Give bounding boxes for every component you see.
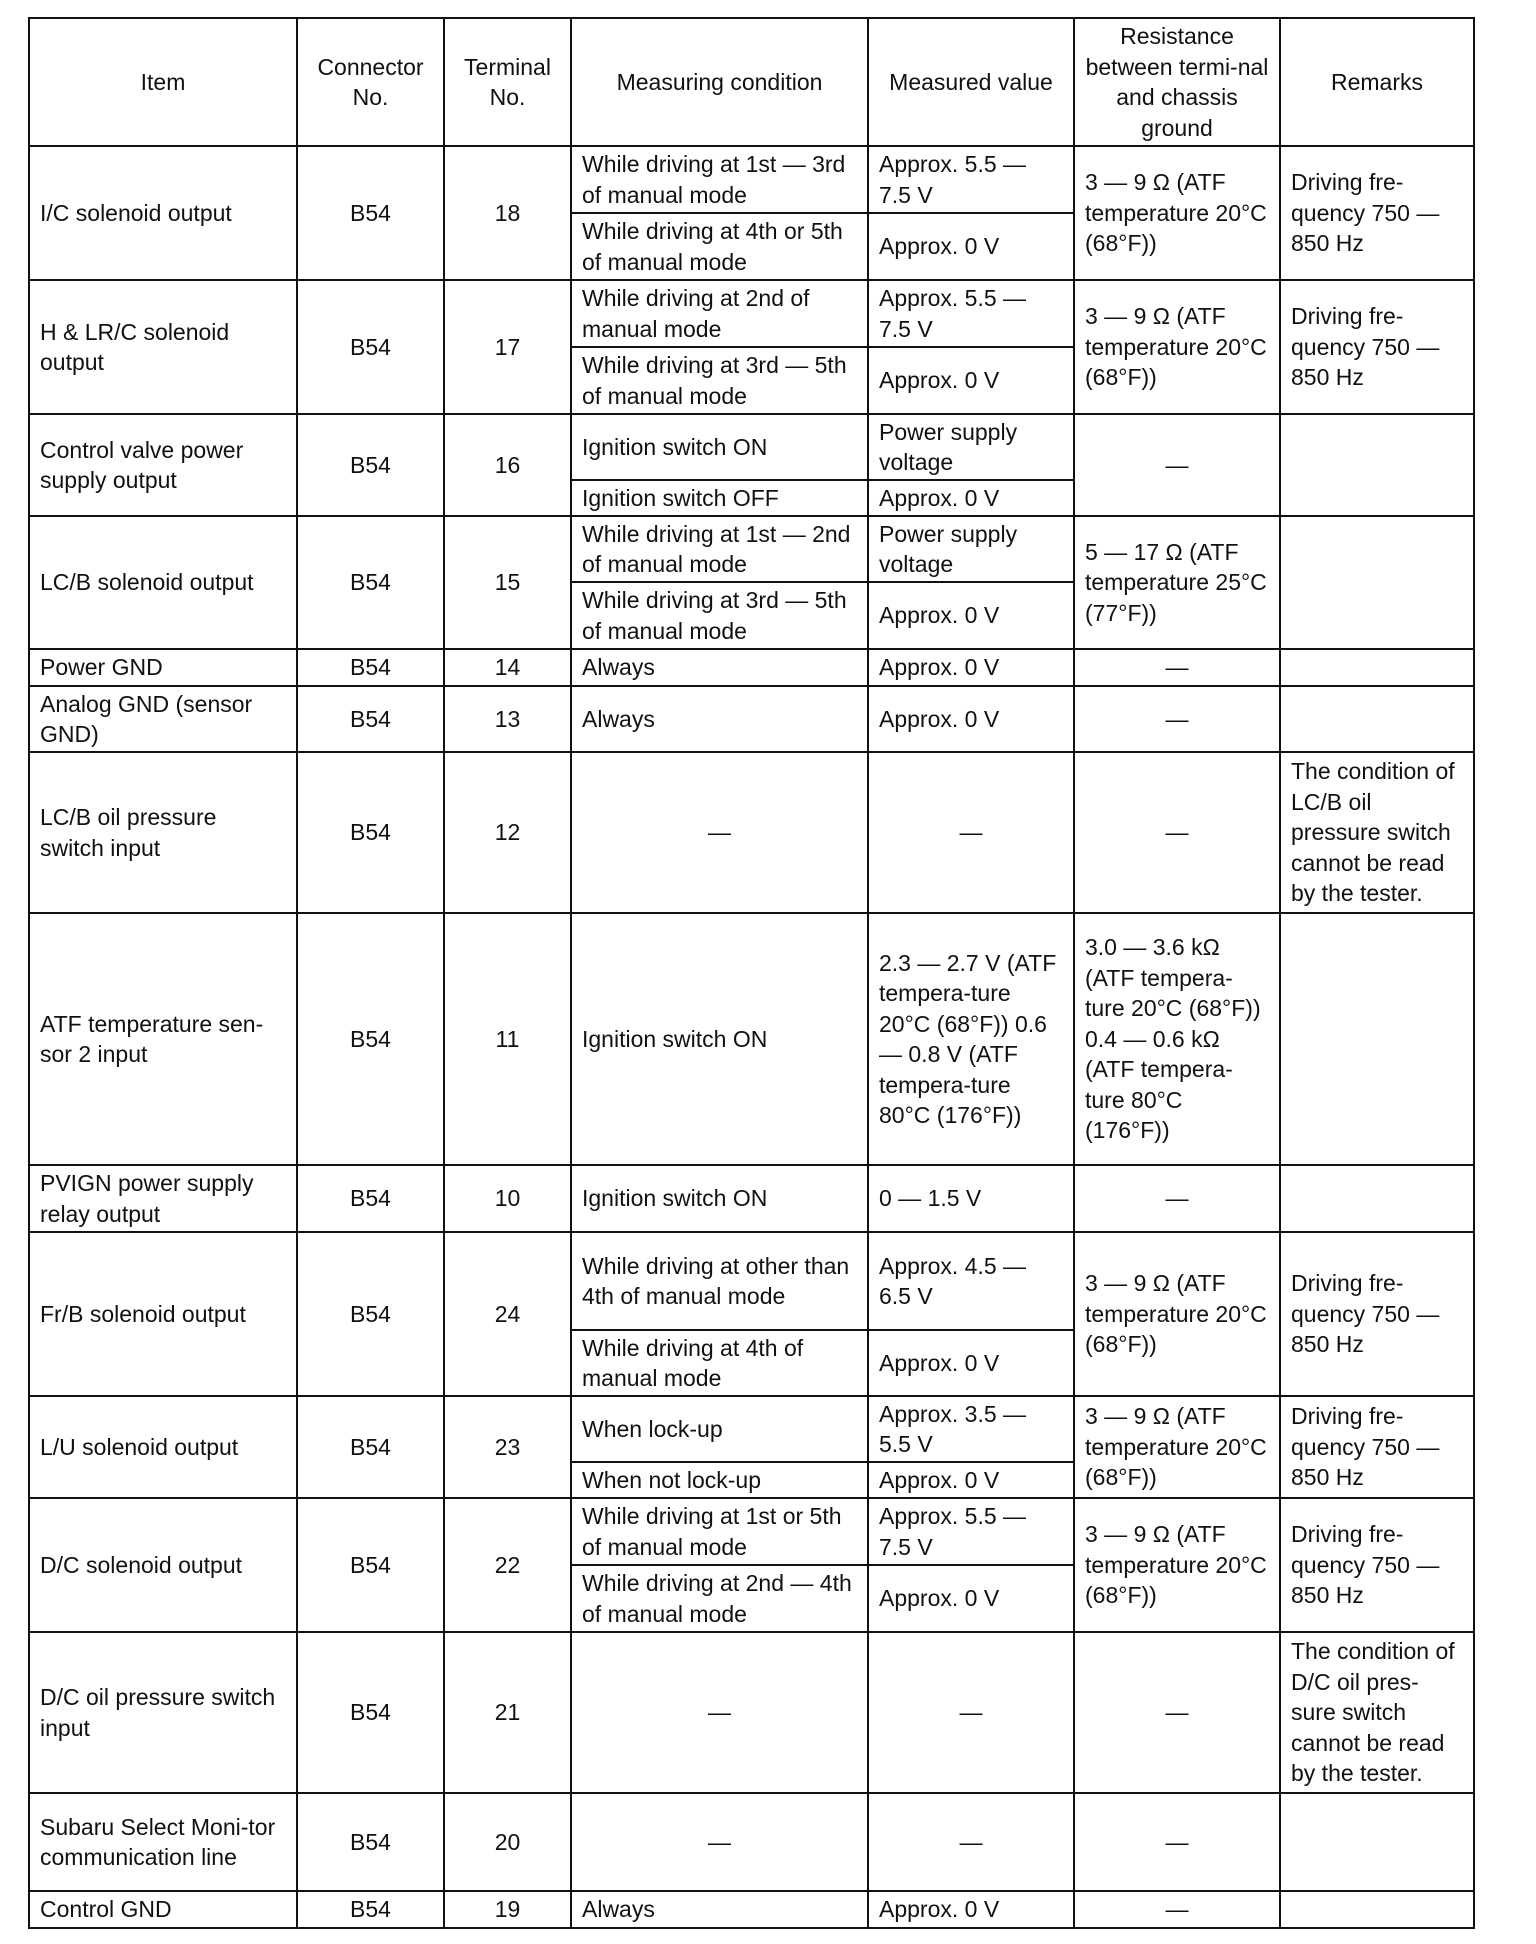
- value-cell: Approx. 0 V: [868, 1891, 1074, 1928]
- table-row: [29, 686, 1474, 752]
- remarks-cell: [1280, 913, 1474, 1165]
- remarks-cell: [1280, 1891, 1474, 1928]
- resistance-cell: —: [1074, 1793, 1280, 1891]
- table-row: [29, 649, 1474, 686]
- item-cell: Analog GND (sensor GND): [29, 686, 297, 752]
- resistance-cell: 3 — 9 Ω (ATF temperature 20°C (68°F)): [1074, 280, 1280, 414]
- table-row: [29, 1396, 1474, 1462]
- header-row: [29, 18, 1474, 146]
- remarks-cell: Driving fre-quency 750 — 850 Hz: [1280, 1232, 1474, 1396]
- value-cell: Power supply voltage: [868, 414, 1074, 480]
- item-cell: I/C solenoid output: [29, 146, 297, 280]
- value-cell: Approx. 0 V: [868, 582, 1074, 649]
- remarks-cell: [1280, 686, 1474, 752]
- remarks-cell: The condition of LC/B oil pressure switch cannot be read by the tester.: [1280, 752, 1474, 913]
- resistance-cell: —: [1074, 1632, 1280, 1793]
- remarks-cell: [1280, 414, 1474, 516]
- condition-cell: —: [571, 1632, 868, 1793]
- condition-cell: When not lock-up: [571, 1462, 868, 1498]
- terminal-cell: 20: [444, 1793, 571, 1891]
- connector-cell: B54: [297, 649, 444, 686]
- remarks-cell: [1280, 1793, 1474, 1891]
- connector-cell: B54: [297, 752, 444, 913]
- item-cell: H & LR/C solenoid output: [29, 280, 297, 414]
- resistance-cell: 3 — 9 Ω (ATF temperature 20°C (68°F)): [1074, 1498, 1280, 1632]
- value-cell: Approx. 3.5 — 5.5 V: [868, 1396, 1074, 1462]
- condition-cell: —: [571, 752, 868, 913]
- header-connector: Connector No.: [297, 18, 444, 146]
- resistance-cell: —: [1074, 414, 1280, 516]
- item-cell: D/C oil pressure switch input: [29, 1632, 297, 1793]
- connector-cell: B54: [297, 1498, 444, 1632]
- remarks-cell: The condition of D/C oil pres-sure switch cannot be read by the tester.: [1280, 1632, 1474, 1793]
- table-row: [29, 146, 1474, 213]
- remarks-cell: Driving fre-quency 750 — 850 Hz: [1280, 1396, 1474, 1498]
- terminal-cell: 17: [444, 280, 571, 414]
- value-cell: Approx. 0 V: [868, 1330, 1074, 1396]
- table-row: [29, 280, 1474, 347]
- header-value: Measured value: [868, 18, 1074, 146]
- terminal-cell: 23: [444, 1396, 571, 1498]
- value-cell: Approx. 0 V: [868, 480, 1074, 516]
- item-cell: ATF temperature sen-sor 2 input: [29, 913, 297, 1165]
- resistance-cell: 3 — 9 Ω (ATF temperature 20°C (68°F)): [1074, 1396, 1280, 1498]
- condition-cell: While driving at 3rd — 5th of manual mode: [571, 582, 868, 649]
- resistance-cell: —: [1074, 752, 1280, 913]
- value-cell: Approx. 0 V: [868, 1565, 1074, 1632]
- value-cell: 0 — 1.5 V: [868, 1165, 1074, 1232]
- table-row: [29, 1632, 1474, 1793]
- value-cell: Approx. 0 V: [868, 213, 1074, 280]
- connector-cell: B54: [297, 414, 444, 516]
- condition-cell: —: [571, 1793, 868, 1891]
- terminal-cell: 11: [444, 913, 571, 1165]
- value-cell: Approx. 0 V: [868, 347, 1074, 414]
- header-resistance: Resistance between termi-nal and chassis ground: [1074, 18, 1280, 146]
- resistance-cell: 5 — 17 Ω (ATF temperature 25°C (77°F)): [1074, 516, 1280, 649]
- condition-cell: Ignition switch ON: [571, 1165, 868, 1232]
- item-cell: L/U solenoid output: [29, 1396, 297, 1498]
- terminal-cell: 15: [444, 516, 571, 649]
- table-row: [29, 516, 1474, 582]
- condition-cell: Ignition switch ON: [571, 414, 868, 480]
- condition-cell: While driving at 2nd of manual mode: [571, 280, 868, 347]
- terminal-spec-table: [28, 17, 1475, 1929]
- value-cell: —: [868, 1793, 1074, 1891]
- terminal-cell: 21: [444, 1632, 571, 1793]
- value-cell: —: [868, 752, 1074, 913]
- header-item: Item: [29, 18, 297, 146]
- terminal-cell: 24: [444, 1232, 571, 1396]
- value-cell: Approx. 5.5 — 7.5 V: [868, 1498, 1074, 1565]
- value-cell: Approx. 0 V: [868, 649, 1074, 686]
- resistance-cell: —: [1074, 1891, 1280, 1928]
- terminal-cell: 14: [444, 649, 571, 686]
- table-header: [29, 18, 1474, 146]
- table-row: [29, 1793, 1474, 1891]
- condition-cell: When lock-up: [571, 1396, 868, 1462]
- table-row: [29, 414, 1474, 480]
- terminal-cell: 16: [444, 414, 571, 516]
- item-cell: LC/B oil pressure switch input: [29, 752, 297, 913]
- condition-cell: Ignition switch ON: [571, 913, 868, 1165]
- value-cell: Approx. 4.5 — 6.5 V: [868, 1232, 1074, 1330]
- item-cell: PVIGN power supply relay output: [29, 1165, 297, 1232]
- table-row: [29, 1165, 1474, 1232]
- resistance-cell: 3 — 9 Ω (ATF temperature 20°C (68°F)): [1074, 1232, 1280, 1396]
- connector-cell: B54: [297, 1891, 444, 1928]
- resistance-cell: —: [1074, 649, 1280, 686]
- item-cell: D/C solenoid output: [29, 1498, 297, 1632]
- terminal-cell: 13: [444, 686, 571, 752]
- condition-cell: Always: [571, 686, 868, 752]
- connector-cell: B54: [297, 1793, 444, 1891]
- item-cell: Subaru Select Moni-tor communication line: [29, 1793, 297, 1891]
- table-row: [29, 752, 1474, 913]
- condition-cell: While driving at 3rd — 5th of manual mode: [571, 347, 868, 414]
- header-remarks: Remarks: [1280, 18, 1474, 146]
- remarks-cell: [1280, 516, 1474, 649]
- connector-cell: B54: [297, 913, 444, 1165]
- value-cell: —: [868, 1632, 1074, 1793]
- connector-cell: B54: [297, 280, 444, 414]
- connector-cell: B54: [297, 1396, 444, 1498]
- condition-cell: Ignition switch OFF: [571, 480, 868, 516]
- table-body: [29, 146, 1474, 1928]
- resistance-cell: 3.0 — 3.6 kΩ (ATF tempera-ture 20°C (68°F)) 0.4 — 0.6 kΩ (ATF tempera-ture 80°C (176°F)): [1074, 913, 1280, 1165]
- terminal-cell: 22: [444, 1498, 571, 1632]
- item-cell: Control valve power supply output: [29, 414, 297, 516]
- value-cell: 2.3 — 2.7 V (ATF tempera-ture 20°C (68°F)) 0.6 — 0.8 V (ATF tempera-ture 80°C (176°F)): [868, 913, 1074, 1165]
- terminal-cell: 18: [444, 146, 571, 280]
- connector-cell: B54: [297, 516, 444, 649]
- item-cell: Fr/B solenoid output: [29, 1232, 297, 1396]
- condition-cell: While driving at 1st — 3rd of manual mode: [571, 146, 868, 213]
- terminal-cell: 12: [444, 752, 571, 913]
- table-row: [29, 1498, 1474, 1565]
- value-cell: Approx. 0 V: [868, 1462, 1074, 1498]
- condition-cell: While driving at 1st or 5th of manual mode: [571, 1498, 868, 1565]
- item-cell: Power GND: [29, 649, 297, 686]
- remarks-cell: Driving fre-quency 750 — 850 Hz: [1280, 146, 1474, 280]
- table-row: [29, 1232, 1474, 1330]
- condition-cell: While driving at other than 4th of manual mode: [571, 1232, 868, 1330]
- resistance-cell: —: [1074, 686, 1280, 752]
- terminal-cell: 19: [444, 1891, 571, 1928]
- connector-cell: B54: [297, 1232, 444, 1396]
- remarks-cell: Driving fre-quency 750 — 850 Hz: [1280, 1498, 1474, 1632]
- header-terminal: Terminal No.: [444, 18, 571, 146]
- condition-cell: While driving at 2nd — 4th of manual mode: [571, 1565, 868, 1632]
- resistance-cell: 3 — 9 Ω (ATF temperature 20°C (68°F)): [1074, 146, 1280, 280]
- item-cell: Control GND: [29, 1891, 297, 1928]
- table-row: [29, 1891, 1474, 1928]
- value-cell: Approx. 5.5 — 7.5 V: [868, 146, 1074, 213]
- remarks-cell: Driving fre-quency 750 — 850 Hz: [1280, 280, 1474, 414]
- item-cell: LC/B solenoid output: [29, 516, 297, 649]
- value-cell: Approx. 5.5 — 7.5 V: [868, 280, 1074, 347]
- condition-cell: Always: [571, 649, 868, 686]
- condition-cell: While driving at 1st — 2nd of manual mode: [571, 516, 868, 582]
- header-condition: Measuring condition: [571, 18, 868, 146]
- value-cell: Approx. 0 V: [868, 686, 1074, 752]
- condition-cell: Always: [571, 1891, 868, 1928]
- connector-cell: B54: [297, 1632, 444, 1793]
- condition-cell: While driving at 4th of manual mode: [571, 1330, 868, 1396]
- value-cell: Power supply voltage: [868, 516, 1074, 582]
- table-row: [29, 913, 1474, 1165]
- remarks-cell: [1280, 1165, 1474, 1232]
- terminal-cell: 10: [444, 1165, 571, 1232]
- connector-cell: B54: [297, 686, 444, 752]
- connector-cell: B54: [297, 1165, 444, 1232]
- condition-cell: While driving at 4th or 5th of manual mode: [571, 213, 868, 280]
- connector-cell: B54: [297, 146, 444, 280]
- resistance-cell: —: [1074, 1165, 1280, 1232]
- remarks-cell: [1280, 649, 1474, 686]
